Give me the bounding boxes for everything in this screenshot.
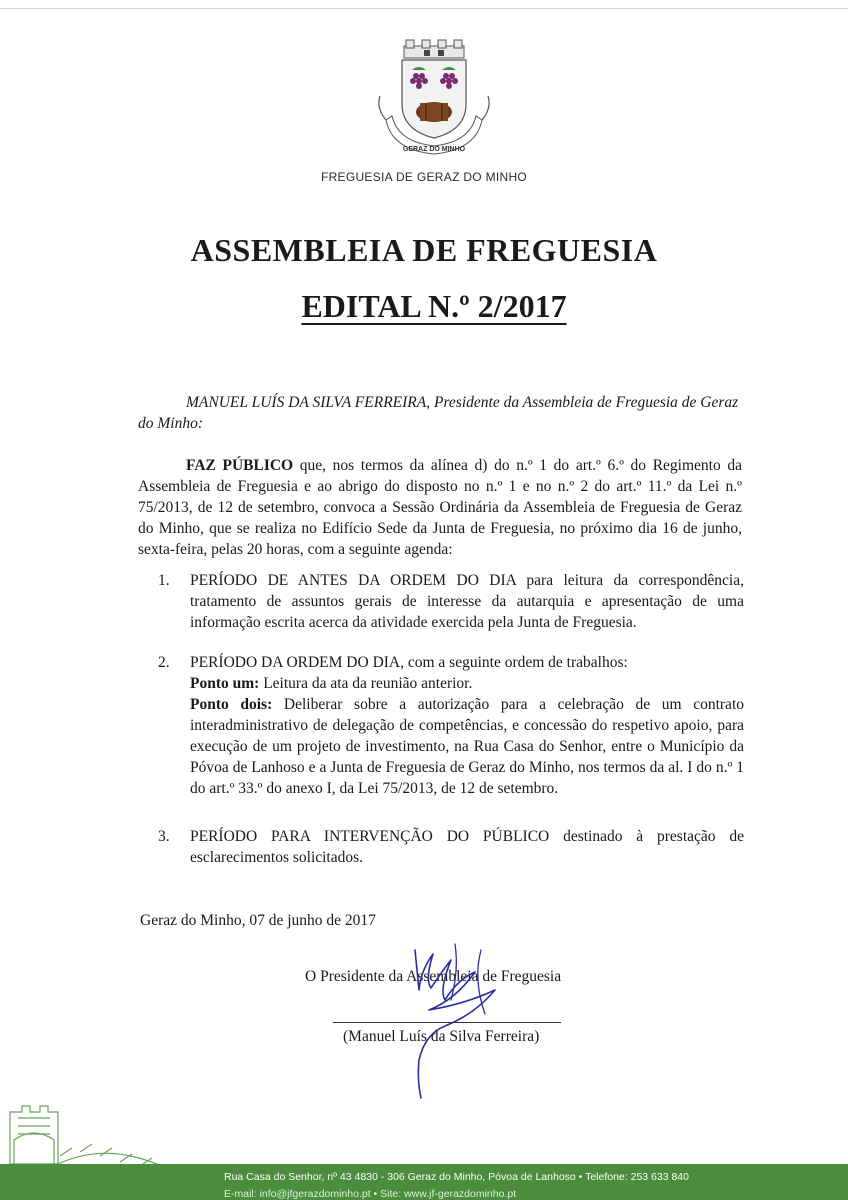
ponto-dois — [190, 694, 744, 799]
ponto-um-label: Ponto um: — [190, 675, 260, 692]
agenda-item-text: PERÍODO DA ORDEM DO DIA, com a seguinte ordem de trabalhos: — [190, 654, 628, 671]
edital-number — [0, 288, 848, 325]
edital-number-text: EDITAL N.º 2/2017 — [301, 288, 567, 324]
scan-edge — [0, 8, 848, 9]
ponto-um — [190, 673, 744, 694]
ponto-um-text: Leitura da ata da reunião anterior. — [259, 675, 473, 692]
signatory-role: O Presidente da Assembleia de Freguesia — [305, 968, 562, 985]
ponto-dois-text: Deliberar sobre a autorização para a celebração de um contrato interadministrativo de delegação de competências, e concessão do respetivo apoio, para execução de um projeto de investimento, na Rua Casa do Senhor, entre o Município da Póvoa de Lanhoso e a Junta de Freguesia de Geraz do Minho, nos termos da al. I do n.º 1 do art.º 33.º do anexo I, da Lei 75/2013, de 12 de setembro. — [190, 696, 744, 797]
crest-ribbon-text: GERAZ DO MINHO — [402, 146, 466, 153]
freguesia-name: FREGUESIA DE GERAZ DO MINHO — [320, 170, 528, 184]
agenda-item-text: PERÍODO PARA INTERVENÇÃO DO PÚBLICO destinado à prestação de esclarecimentos solicitados. — [190, 828, 744, 866]
document-date: Geraz do Minho, 07 de junho de 2017 — [140, 912, 376, 929]
agenda-item-2 — [158, 652, 744, 799]
freguesia-crest-logo — [372, 38, 496, 162]
footer-address: Rua Casa do Senhor, nº 43 4830 - 306 Geraz do Minho, Póvoa de Lanhoso • Telefone: 253 633 840 — [224, 1171, 689, 1183]
ponto-dois-label: Ponto dois: — [190, 696, 273, 713]
intro-paragraph — [138, 392, 742, 434]
signatory-name: (Manuel Luís da Silva Ferreira) — [343, 1028, 540, 1045]
agenda-item-1 — [158, 570, 744, 633]
footer-contacts: E-mail: info@jfgerazdominho.pt • Site: www.jf-gerazdominho.pt — [224, 1188, 517, 1200]
agenda-item-number: 1. — [158, 572, 170, 589]
faz-publico-paragraph — [138, 455, 742, 560]
intro-rest: Presidente da Assembleia de Freguesia de Geraz do Minho: — [138, 394, 739, 432]
faz-publico-lead: FAZ PÚBLICO — [186, 457, 294, 474]
agenda-item-text: PERÍODO DE ANTES DA ORDEM DO DIA para leitura da correspondência, tratamento de assuntos gerais de interesse da autarquia e apresentação de uma informação escrita acerca da atividade exercida pela Junta de Freguesia. — [190, 572, 744, 631]
handwritten-signature — [385, 930, 515, 1100]
agenda-item-number: 2. — [158, 654, 170, 671]
agenda-item-3 — [158, 826, 744, 868]
agenda-item-number: 3. — [158, 828, 170, 845]
document-title: ASSEMBLEIA DE FREGUESIA — [190, 232, 658, 268]
president-name: MANUEL LUÍS DA SILVA FERREIRA, — [186, 394, 431, 411]
faz-publico-text: que, nos termos da alínea d) do n.º 1 do art.º 6.º do Regimento da Assembleia de Freguesia e ao abrigo do disposto no n.º 1 e no n.º 2 do art.º 11.º da Lei n.º 75/2013, de 12 de setembro, convoca a Sessão Ordinária da Assembleia de Freguesia de Geraz do Minho, que se realiza no Edifício Sede da Junta de Freguesia, no próximo dia 16 de junho, sexta-feira, pelas 20 horas, com a seguinte agenda: — [138, 457, 742, 558]
